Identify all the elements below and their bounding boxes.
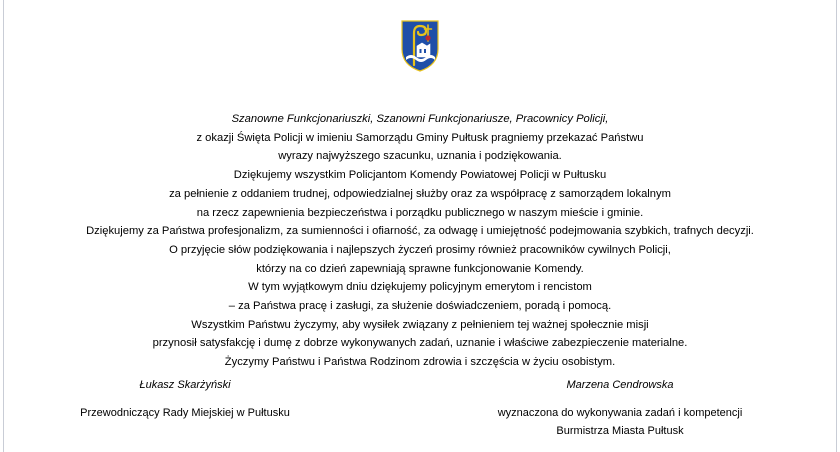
letter-line: przynosił satysfakcję i dumę z dobrze wykonywanych zadań, uznanie i właściwe zabezpieczenie materialne. [152,337,688,350]
signatory-role-right-line2: Burmistrza Miasta Pułtusk [556,425,684,437]
letter-line: – za Państwa pracę i zasługi, za służenie doświadczeniem, poradą i pomocą. [228,300,612,313]
coat-of-arms-icon [400,19,440,73]
signatory-role-right-line1: wyznaczona do wykonywania zadań i kompetencji [497,407,743,419]
letter-line: z okazji Święta Policji w imieniu Samorządu Gminy Pułtusk pragniemy przekazać Państwu [196,131,644,144]
letter-line: na rzecz zapewnienia bezpieczeństwa i porządku publicznego w naszym mieście i gminie. [196,206,644,219]
signatory-role-left: Przewodniczący Rady Miejskiej w Pułtusku [80,407,290,419]
letter-line: którzy na co dzień zapewniają sprawne funkcjonowanie Komendy. [256,262,584,275]
letter-line: Wszystkim Państwu życzymy, aby wysiłek związany z pełnieniem tej ważnej społecznie misji [191,318,649,331]
letter-line: W tym wyjątkowym dniu dziękujemy policyjnym emerytom i rencistom [248,281,592,294]
letter-line: Życzymy Państwu i Państwa Rodzinom zdrowia i szczęścia w życiu osobistym. [224,356,616,369]
signature-left [40,376,330,422]
letter-line: Dziękujemy wszystkim Policjantom Komendy Powiatowej Policji w Pułtusku [233,169,607,182]
letter-line: Dziękujemy za Państwa profesjonalizm, za sumienności i ofiarność, za odwagę i umiejętność podejmowania szybkich, trafnych decyzji. [86,225,754,238]
signatory-name-left: Łukasz Skarżyński [139,379,231,391]
signatory-name-right: Marzena Cendrowska [566,379,674,391]
letter-line: za pełnienie z oddaniem trudnej, odpowiedzialnej służby oraz za współpracę z samorządem lokalnym [169,187,671,200]
salutation-line: Szanowne Funkcjonariuszki, Szanowni Funkcjonariusze, Pracownicy Policji, [231,113,609,125]
signature-right [470,376,770,440]
letter-line: O przyjęcie słów podziękowania i najlepszych życzeń prosimy również pracowników cywilnych Policji, [169,243,671,256]
letter-line: wyrazy najwyższego szacunku, uznania i podziękowania. [278,150,562,163]
letter-body [0,110,840,372]
